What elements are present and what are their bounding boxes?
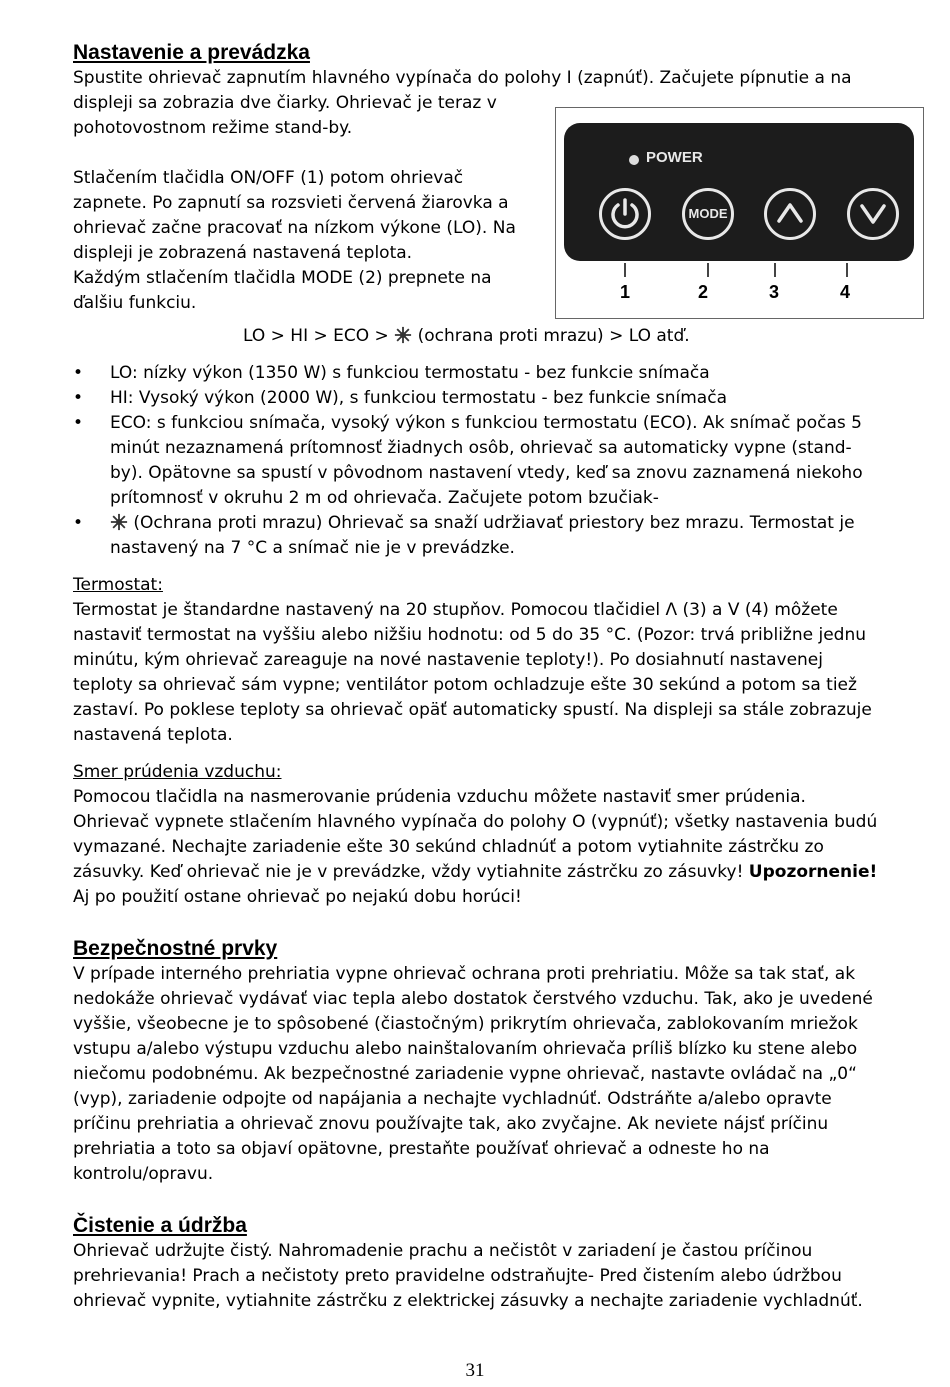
termostat-text: Termostat je štandardne nastavený na 20 stupňov. Pomocou tlačidiel Λ (3) a V (4) môžete nastaviť termostat na vyššiu alebo nižšiu hodnotu: od 5 do 35 °C. (Pozor: trvá približne jednu minútu, kým ohrievač zareaguje na nové nastavenie teploty!). Po dosiahnutí nastavenej teploty sa ohrievač sám vypne; ventilátor potom ochladzuje ešte 30 sekúnd a potom sa tiež zastaví. Po poklese teploty sa ohrievač opäť automaticky spustí. Na displeji sa stále zobrazuje nastavená teplota. bbox=[73, 600, 872, 745]
up-arrow-icon bbox=[764, 188, 816, 240]
list-item-frost bbox=[73, 511, 883, 561]
text-line: zapnete. Po zapnutí sa rozsvieti červená žiarovka a bbox=[73, 193, 509, 213]
paragraph-intro-narrow bbox=[73, 91, 543, 316]
power-led bbox=[629, 155, 639, 165]
callout-number: 3 bbox=[769, 282, 780, 302]
page-number: 31 bbox=[465, 1360, 485, 1381]
callout-number: 1 bbox=[620, 282, 631, 302]
list-item: • ECO: s funkciou snímača, vysoký výkon s funkciou termostatu (ECO). Ak snímač počas 5 minút nezaznamená prítomnosť žiadnych osôb, ohrievač sa automaticky vypne (stand-by). Opätovne sa spustí v pôvodnom nastavení vtedy, keď sa znovu zaznamená niekoho prítomnosť v okruhu 2 m od ohrievača. Začujete potom bzučiak- bbox=[73, 411, 883, 511]
frost-text: (Ochrana proti mrazu) Ohrievač sa snaží udržiavať priestory bez mrazu. Termostat je nastavený na 7 °C a snímač nie je v prevádzke. bbox=[110, 513, 855, 558]
control-panel bbox=[564, 123, 914, 261]
snowflake-icon bbox=[394, 326, 412, 344]
mode-button-icon bbox=[682, 188, 734, 240]
warning-text: Aj po použití ostane ohrievač po nejakú dobu horúci! bbox=[73, 887, 522, 907]
list-item: • HI: Vysoký výkon (2000 W), s funkciou termostatu - bez funkcie snímača bbox=[73, 386, 883, 411]
text-line: displeji je zobrazená nastavená teplota. bbox=[73, 243, 413, 263]
termostat-heading: Termostat: bbox=[73, 575, 163, 595]
safety-text: V prípade interného prehriatia vypne ohrievač ochrana proti prehriatiu. Môže sa tak stať, ak nedokáže ohrievač vydávať viac tepla alebo dostatok čerstvého vzduchu. Tak, ako je uvedené vyššie, všeobecne je to spôsobené (čiastočným) prikrytím ohrievača, zablokovaním mriežok vstupu a/alebo výstupu vzduchu alebo nainštalovaním ohrievača príliš blízko ku stene alebo niečomu podobnému. Ak bezpečnostné zariadenie vypne ohrievač, nastavte ovládač na „0“ (vyp), zariadenie odpojte od napájania a nechajte vychladnúť. Odstráňte a/alebo opravte príčinu prehriatia a ohrievač znovu používajte tak, ako zvyčajne. Ak neviete nájsť príčinu prehriatia a toto sa objaví opätovne, prestaňte používať ohrievač a odneste ho na kontrolu/opravu. bbox=[73, 964, 873, 1184]
cleaning-text: Ohrievač udržujte čistý. Nahromadenie prachu a nečistôt v zariadení je častou príčinou prehrievania! Prach a nečistoty preto pravidelne odstraňujte- Pred čistením alebo údržbou ohrievač vypnite, vytiahnite zástrčku z elektrickej zásuvky a nechajte zariadenie vychladnúť. bbox=[73, 1241, 863, 1311]
power-label: POWER bbox=[646, 149, 703, 166]
control-panel-figure bbox=[555, 107, 924, 319]
mode-label: MODE bbox=[688, 206, 728, 221]
leader-line bbox=[707, 263, 709, 277]
paragraph-intro-line: Spustite ohrievač zapnutím hlavného vypínača do polohy I (zapnúť). Začujete pípnutie a na bbox=[73, 68, 852, 88]
text-line: Každým stlačením tlačidla MODE (2) prepnete na bbox=[73, 268, 492, 288]
section-title-safety: Bezpečnostné prvky bbox=[73, 937, 278, 960]
blank-line bbox=[73, 141, 543, 166]
leader-line bbox=[624, 263, 626, 277]
list-item: • LO: nízky výkon (1350 W) s funkciou termostatu - bez funkcie snímača bbox=[73, 361, 883, 386]
snowflake-icon bbox=[110, 513, 128, 531]
airflow-text bbox=[73, 785, 883, 910]
text-line: ohrievač začne pracovať na nízkom výkone (LO). Na bbox=[73, 218, 516, 238]
mode-list bbox=[73, 361, 883, 561]
leader-line bbox=[774, 263, 776, 277]
warning-label: Upozornenie! bbox=[748, 862, 878, 882]
section-title-cleaning: Čistenie a údržba bbox=[73, 1214, 247, 1237]
airflow-body: Pomocou tlačidla na nasmerovanie prúdenia vzduchu môžete nastaviť smer prúdenia. Ohrievač vypnete stlačením hlavného vypínača do polohy O (vypnúť); všetky nastavenia budú vymazané. Nechajte zariadenie ešte 30 sekúnd chladnúť a potom vytiahnite zástrčku zo zásuvky. Keď ohrievač nie je v prevádzke, vždy vytiahnite zástrčku zo zásuvky! bbox=[73, 787, 878, 882]
down-arrow-icon bbox=[847, 188, 899, 240]
mode-sequence bbox=[73, 324, 883, 349]
sequence-end: (ochrana proti mrazu) > LO atď. bbox=[417, 326, 690, 346]
power-button-icon bbox=[599, 188, 651, 240]
airflow-heading: Smer prúdenia vzduchu: bbox=[73, 762, 282, 782]
text-line: pohotovostnom režime stand-by. bbox=[73, 118, 353, 138]
leader-line bbox=[846, 263, 848, 277]
callout-number: 2 bbox=[698, 282, 709, 302]
sequence-start: LO > HI > ECO > bbox=[243, 326, 395, 346]
callout-number: 4 bbox=[840, 282, 851, 302]
text-line: Stlačením tlačidla ON/OFF (1) potom ohrievač bbox=[73, 168, 464, 188]
section-title-operation: Nastavenie a prevádzka bbox=[73, 41, 310, 64]
text-line: ďalšiu funkciu. bbox=[73, 293, 197, 313]
text-line: displeji sa zobrazia dve čiarky. Ohrievač je teraz v bbox=[73, 93, 497, 113]
